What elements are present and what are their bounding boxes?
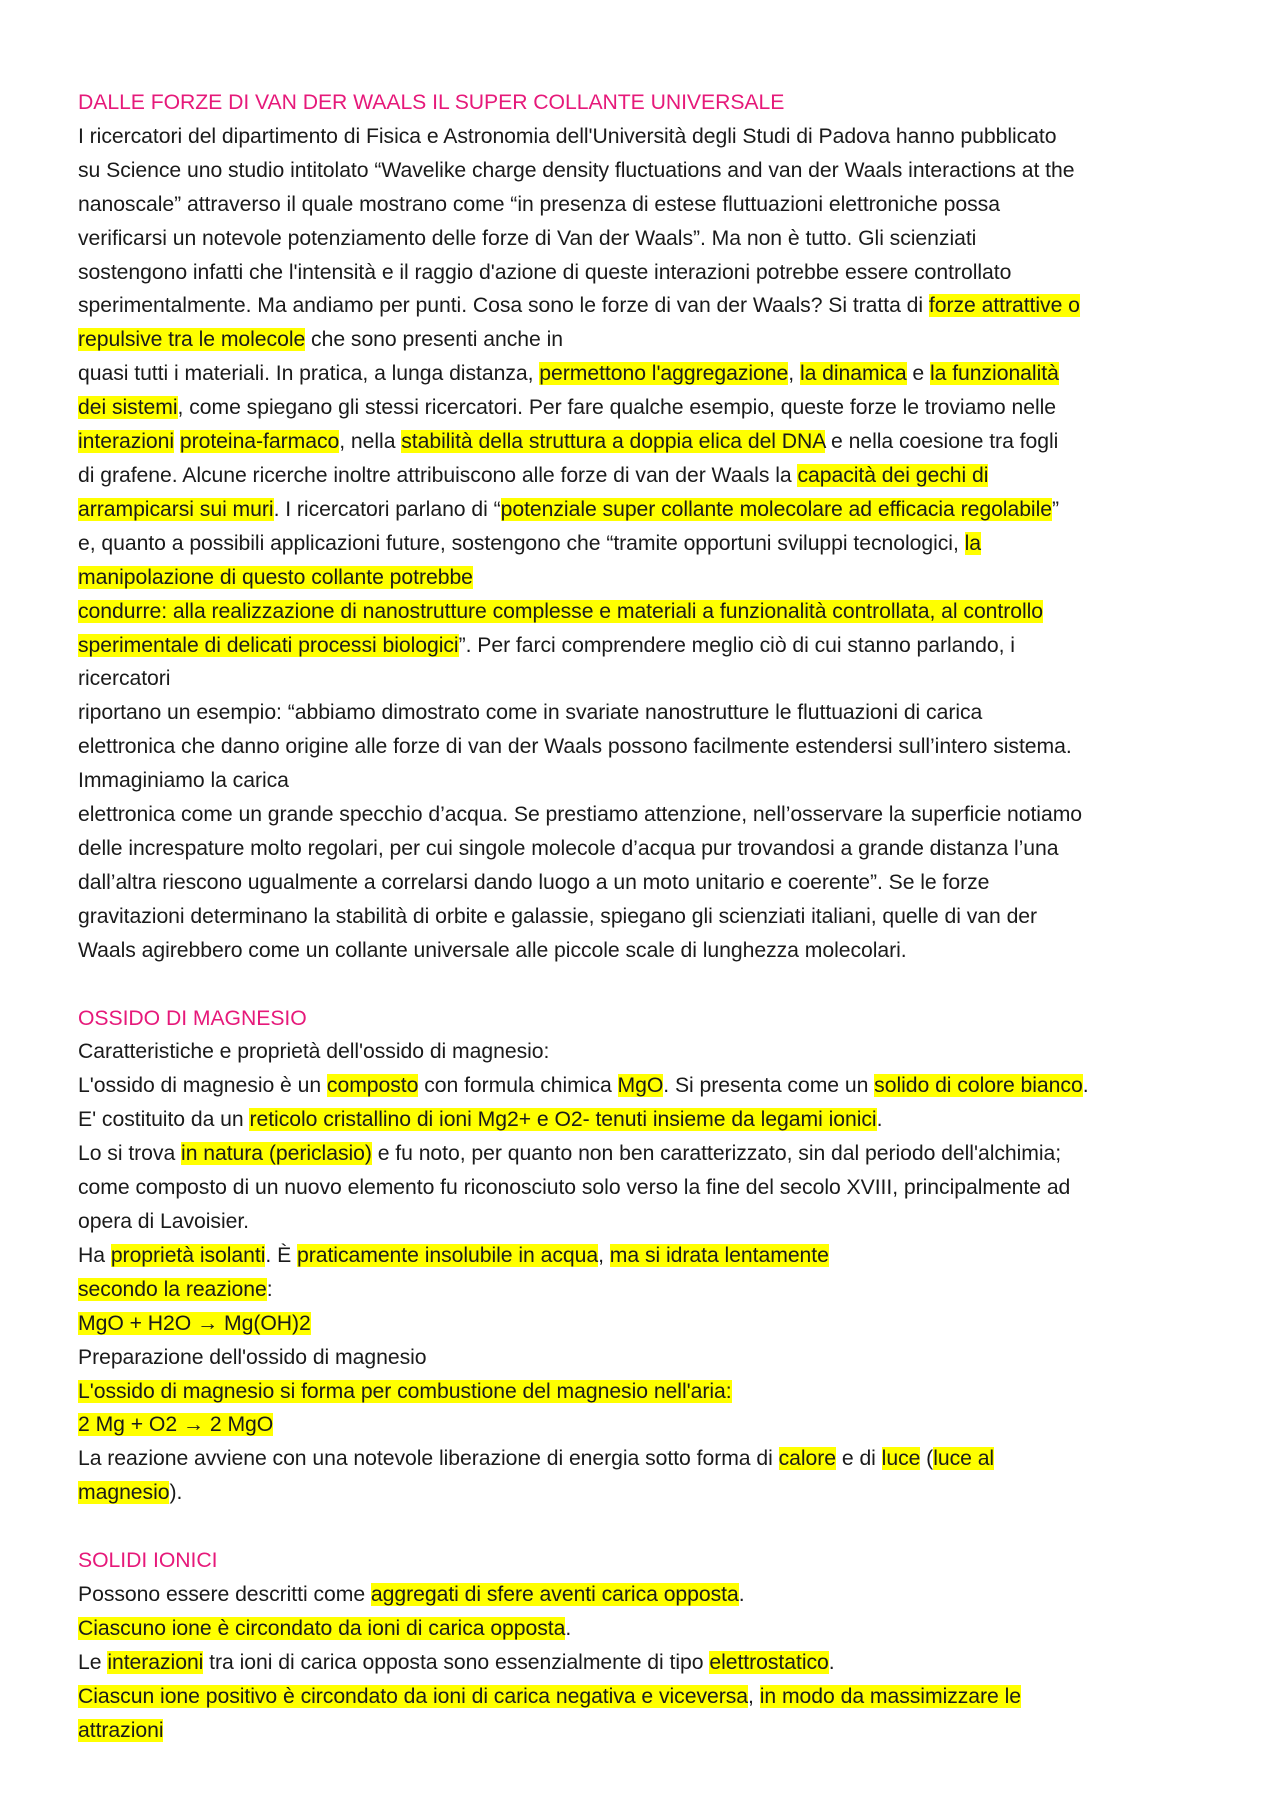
text-segment: ” — [1051, 497, 1059, 521]
highlighted-text: luce — [881, 1447, 921, 1471]
highlighted-text: MgO — [617, 1074, 664, 1098]
highlighted-text: aggregati di sfere aventi carica opposta — [370, 1583, 739, 1607]
highlighted-text: capacità dei gechi di — [797, 463, 989, 487]
text-line — [78, 1646, 1214, 1680]
text-line — [78, 1375, 1214, 1409]
text-line — [78, 188, 1214, 222]
highlighted-text: forze attrattive o — [928, 294, 1080, 318]
section-heading: OSSIDO DI MAGNESIO — [78, 1006, 307, 1030]
text-segment: Possono essere descritti come — [78, 1583, 371, 1607]
text-line — [78, 595, 1214, 629]
highlighted-text: stabilità della struttura a doppia elica del DNA — [401, 430, 826, 454]
text-line — [78, 1408, 1214, 1442]
text-segment: , — [748, 1684, 760, 1708]
text-segment: . È — [265, 1243, 297, 1267]
text-segment: di grafene. Alcune ricerche inoltre attribuiscono alle forze di van der Waals la — [78, 463, 798, 487]
highlighted-text: proteina-farmaco — [179, 430, 340, 454]
highlighted-text: solido di colore bianco — [874, 1074, 1083, 1098]
text-line — [78, 323, 1214, 357]
highlighted-text: interazioni — [78, 430, 175, 454]
highlighted-text: composto — [326, 1074, 419, 1098]
text-segment: su Science uno studio intitolato “Wavelike charge density fluctuations and van der Waals interactions at the — [78, 158, 1075, 182]
text-segment: Ha — [78, 1243, 111, 1267]
text-segment: con formula chimica — [418, 1074, 618, 1098]
text-line — [78, 662, 1214, 696]
highlighted-text: condurre: alla realizzazione di nanostrutture complesse e materiali a funzionalità controllata, al controllo — [78, 599, 1044, 623]
text-line — [78, 1476, 1214, 1510]
text-line — [78, 256, 1214, 290]
section — [78, 86, 1214, 968]
text-segment: . — [828, 1650, 835, 1674]
text-line — [78, 866, 1214, 900]
text-line — [78, 798, 1214, 832]
text-segment: dall’altra riescono ugualmente a correlarsi dando luogo a un moto unitario e coerente”. Se le forze — [78, 870, 990, 894]
text-segment: ”. Per farci comprendere meglio ciò di cui stanno parlando, i — [458, 633, 1015, 657]
text-line — [78, 832, 1214, 866]
text-segment: , — [598, 1243, 610, 1267]
text-segment: Immaginiamo la carica — [78, 769, 289, 793]
text-segment: e di — [836, 1447, 882, 1471]
highlighted-text: la funzionalità — [929, 362, 1059, 386]
text-segment: L'ossido di magnesio è un — [78, 1074, 327, 1098]
text-segment: ricercatori — [78, 667, 171, 691]
highlighted-text: attrazioni — [78, 1718, 164, 1742]
text-segment: e, quanto a possibili applicazioni future, sostengono che “tramite opportuni sviluppi tecnologici, — [78, 531, 965, 555]
text-segment: Preparazione dell'ossido di magnesio — [78, 1345, 427, 1369]
text-segment: delle increspature molto regolari, per cui singole molecole d’acqua pur trovandosi a grande distanza l’una — [78, 836, 1059, 860]
text-segment: , nella — [339, 430, 402, 454]
section — [78, 1002, 1214, 1511]
highlighted-text: luce al — [933, 1447, 995, 1471]
text-line — [78, 1035, 1214, 1069]
text-line — [78, 154, 1214, 188]
highlighted-text: L'ossido di magnesio si forma per combustione del magnesio nell'aria: — [78, 1379, 732, 1403]
highlighted-text: in modo da massimizzare le — [759, 1684, 1022, 1708]
text-line — [78, 1612, 1214, 1646]
highlighted-text: ma si idrata lentamente — [609, 1243, 829, 1267]
highlighted-text: secondo la reazione — [78, 1277, 267, 1301]
text-segment: e — [906, 362, 930, 386]
highlighted-text: Ciascuno ione è circondato da ioni di carica opposta — [78, 1616, 566, 1640]
text-line — [78, 561, 1214, 595]
text-segment: : — [266, 1277, 273, 1301]
text-segment: Le — [78, 1650, 108, 1674]
text-segment: ). — [169, 1481, 183, 1505]
text-line — [78, 120, 1214, 154]
highlighted-text: praticamente insolubile in acqua — [296, 1243, 599, 1267]
highlighted-text: repulsive tra le molecole — [78, 328, 306, 352]
text-segment: tra ioni di carica opposta sono essenzialmente di tipo — [203, 1650, 710, 1674]
text-segment: e nella coesione tra fogli — [825, 430, 1059, 454]
text-line — [78, 527, 1214, 561]
highlighted-text: proprietà isolanti — [110, 1243, 266, 1267]
text-segment: I ricercatori del dipartimento di Fisica e Astronomia dell'Università degli Studi di Padova hanno pubblicato — [78, 124, 1057, 148]
text-line — [78, 1137, 1214, 1171]
highlighted-text: la — [964, 531, 982, 555]
highlighted-text: sperimentale di delicati processi biologici — [78, 633, 459, 657]
highlighted-text: manipolazione di questo collante potrebbe — [78, 565, 473, 589]
highlighted-text: in natura (periclasio) — [181, 1142, 372, 1166]
text-line — [78, 900, 1214, 934]
text-segment: Lo si trova — [78, 1142, 182, 1166]
text-segment: quasi tutti i materiali. In pratica, a lunga distanza, — [78, 362, 540, 386]
highlighted-text: 2 Mg + O2 → 2 MgO — [78, 1413, 274, 1437]
text-line — [78, 1341, 1214, 1375]
text-line — [78, 222, 1214, 256]
text-segment: che sono presenti anche in — [305, 328, 564, 352]
text-line — [78, 730, 1214, 764]
text-line — [78, 1442, 1214, 1476]
text-line — [78, 764, 1214, 798]
highlighted-text: permettono l'aggregazione — [539, 362, 789, 386]
text-segment: Caratteristiche e proprietà dell'ossido di magnesio: — [78, 1040, 550, 1064]
text-segment: E' costituito da un — [78, 1108, 250, 1132]
text-line — [78, 1069, 1214, 1103]
text-line — [78, 1239, 1214, 1273]
document-page — [78, 86, 1214, 1748]
highlighted-text: la dinamica — [799, 362, 907, 386]
section — [78, 1544, 1214, 1747]
text-segment: sperimentalmente. Ma andiamo per punti. Cosa sono le forze di van der Waals? Si tratta di — [78, 294, 929, 318]
text-segment: elettronica come un grande specchio d’acqua. Se prestiamo attenzione, nell’osservare la superficie notiamo — [78, 803, 1083, 827]
text-segment: opera di Lavoisier. — [78, 1210, 250, 1233]
text-line — [78, 391, 1214, 425]
text-segment: Waals agirebbero come un collante universale alle piccole scale di lunghezza molecolari. — [78, 938, 907, 962]
text-line — [78, 1103, 1214, 1137]
highlighted-text: potenziale super collante molecolare ad efficacia regolabile — [500, 497, 1052, 521]
highlighted-text: calore — [778, 1447, 837, 1471]
text-segment: . — [738, 1583, 745, 1607]
highlighted-text: reticolo cristallino di ioni Mg2+ e O2- tenuti insieme da legami ionici — [249, 1108, 877, 1132]
highlighted-text: magnesio — [78, 1481, 170, 1505]
highlighted-text: MgO + H2O → Mg(OH)2 — [78, 1311, 311, 1335]
text-segment: e fu noto, per quanto non ben caratterizzato, sin dal periodo dell'alchimia; — [371, 1142, 1062, 1166]
text-segment: . — [1082, 1074, 1089, 1098]
section-gap — [78, 1510, 1214, 1544]
text-segment — [174, 430, 180, 453]
highlighted-text: arrampicarsi sui muri — [78, 497, 274, 521]
highlighted-text: Ciascun ione positivo è circondato da ioni di carica negativa e viceversa — [78, 1684, 749, 1708]
text-line — [78, 1714, 1214, 1748]
text-segment: sostengono infatti che l'intensità e il raggio d'azione di queste interazioni potrebbe essere controllato — [78, 260, 1012, 284]
text-segment: come composto di un nuovo elemento fu riconosciuto solo verso la fine del secolo XVIII, principalmente ad — [78, 1176, 1071, 1200]
text-segment: gravitazioni determinano la stabilità di orbite e galassie, spiegano gli scienziati italiani, quelle di van der — [78, 904, 1038, 928]
text-segment: nanoscale” attraverso il quale mostrano come “in presenza di estese fluttuazioni elettroniche possa — [78, 192, 1000, 216]
text-line — [78, 357, 1214, 391]
text-line — [78, 629, 1214, 663]
text-segment: , come spiegano gli stessi ricercatori. Per fare qualche esempio, queste forze le troviamo nelle — [177, 396, 1056, 420]
text-segment: , — [788, 362, 800, 386]
text-line — [78, 1205, 1214, 1239]
highlighted-text: interazioni — [107, 1650, 204, 1674]
text-line — [78, 1273, 1214, 1307]
text-line — [78, 493, 1214, 527]
text-segment: . — [876, 1108, 883, 1132]
text-segment: verificarsi un notevole potenziamento delle forze di Van der Waals”. Ma non è tutto. Gli scienziati — [78, 226, 977, 250]
text-line — [78, 425, 1214, 459]
text-segment: riportano un esempio: “abbiamo dimostrato come in svariate nanostrutture le fluttuazioni di carica — [78, 701, 983, 725]
text-line — [78, 934, 1214, 968]
text-segment: . I ricercatori parlano di “ — [273, 497, 501, 521]
text-segment: ( — [920, 1447, 934, 1471]
text-line — [78, 1307, 1214, 1341]
text-line — [78, 1171, 1214, 1205]
text-line — [78, 696, 1214, 730]
text-segment: La reazione avviene con una notevole liberazione di energia sotto forma di — [78, 1447, 779, 1471]
text-segment: . — [565, 1616, 572, 1640]
highlighted-text: elettrostatico — [709, 1650, 829, 1674]
text-line — [78, 1578, 1214, 1612]
highlighted-text: dei sistemi — [78, 396, 178, 420]
text-line — [78, 289, 1214, 323]
text-segment: elettronica che danno origine alle forze di van der Waals possono facilmente estendersi sull’intero sistema. — [78, 735, 1072, 759]
text-line — [78, 459, 1214, 493]
section-heading: DALLE FORZE DI VAN DER WAALS IL SUPER COLLANTE UNIVERSALE — [78, 91, 785, 114]
section-heading: SOLIDI IONICI — [78, 1549, 218, 1573]
text-line — [78, 1680, 1214, 1714]
text-segment: . Si presenta come un — [663, 1074, 875, 1098]
section-gap — [78, 968, 1214, 1002]
